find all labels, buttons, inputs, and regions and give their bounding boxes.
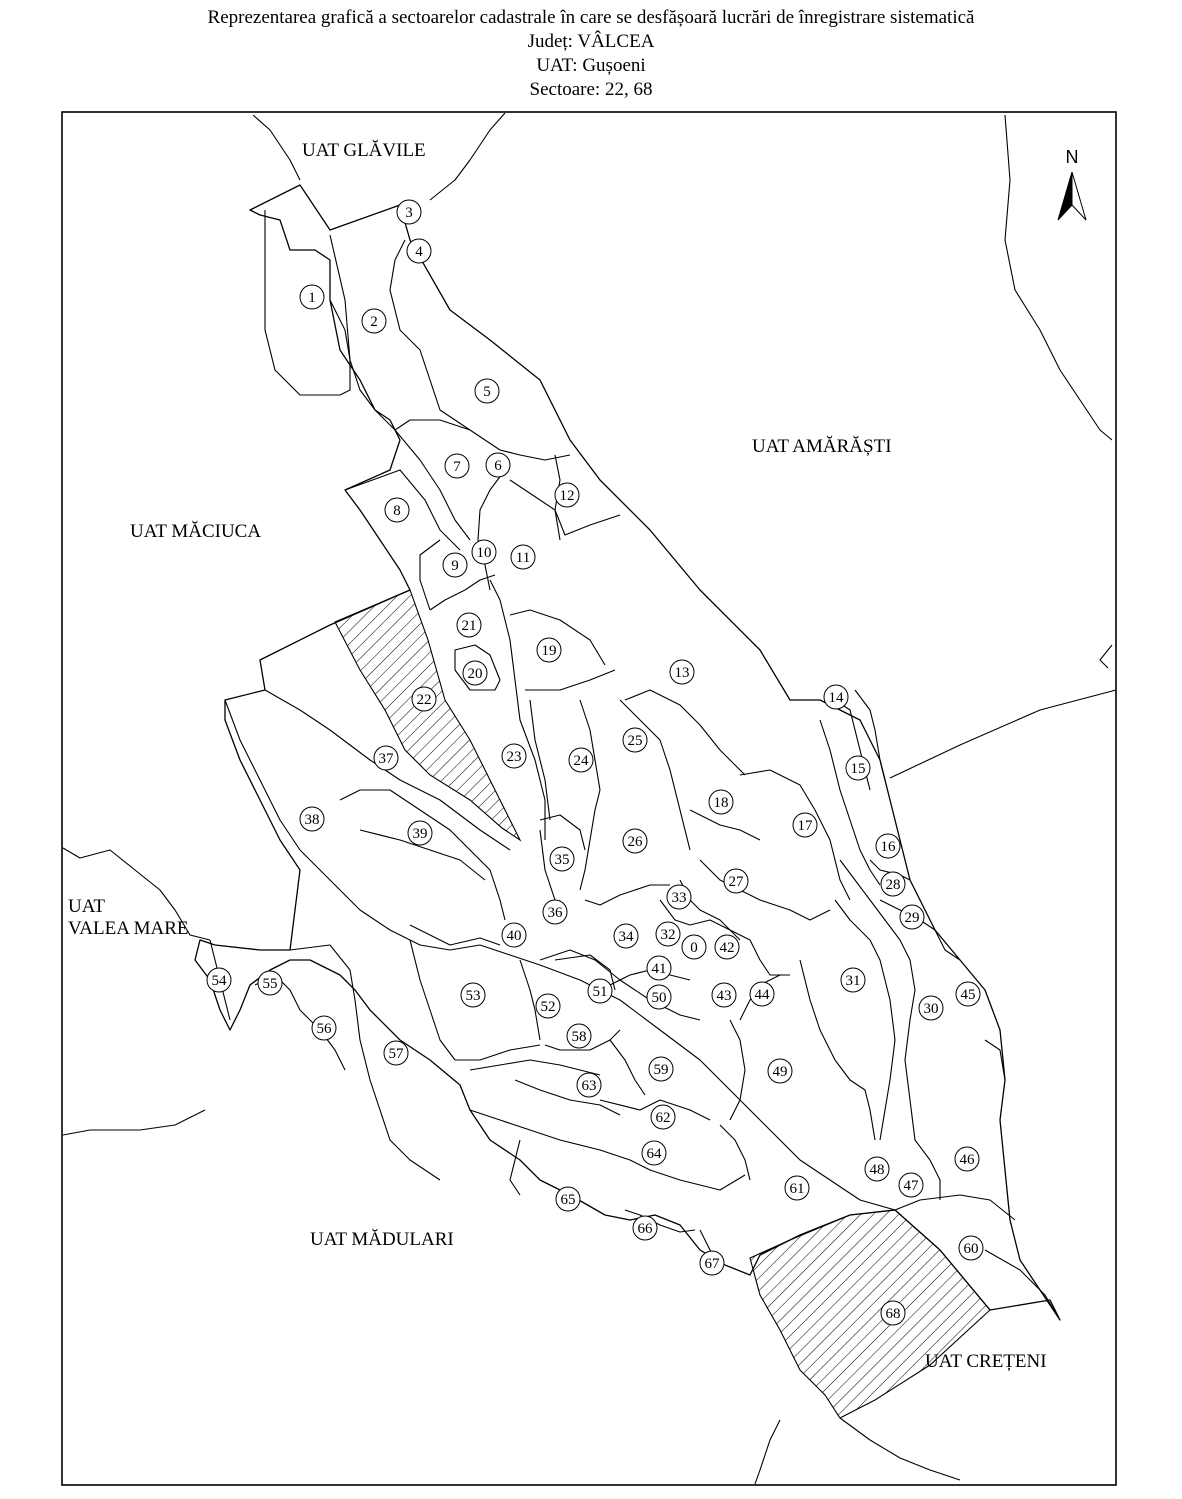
- sector-marker-32[interactable]: [656, 922, 680, 946]
- sector-marker-7[interactable]: [445, 454, 469, 478]
- sector-number-label: 42: [719, 940, 735, 956]
- sector-number-label: 7: [453, 459, 461, 475]
- neighbor-uat-label-creteni: UAT CREȚENI: [925, 1351, 1047, 1372]
- sector-number-label: 46: [959, 1152, 975, 1168]
- neighbor-uat-label-maciuca: UAT MĂCIUCA: [130, 521, 262, 542]
- sector-marker-60[interactable]: [959, 1236, 983, 1260]
- sector-number-label: 34: [618, 929, 634, 945]
- sector-number-label: 53: [465, 988, 481, 1004]
- sector-number-label: 35: [554, 852, 570, 868]
- sector-marker-12[interactable]: [555, 483, 579, 507]
- sector-marker-8[interactable]: [385, 498, 409, 522]
- sector-number-label: 55: [262, 976, 278, 992]
- sector-marker-39[interactable]: [408, 821, 432, 845]
- sector-marker-34[interactable]: [614, 924, 638, 948]
- sector-number-label: 39: [412, 826, 428, 842]
- neighbor-uat-label-madulari: UAT MĂDULARI: [310, 1229, 454, 1250]
- sector-marker-68[interactable]: [881, 1301, 905, 1325]
- sector-number-label: 38: [304, 812, 320, 828]
- sector-marker-66[interactable]: [633, 1216, 657, 1240]
- sector-marker-55[interactable]: [258, 971, 282, 995]
- sector-number-label: 37: [378, 751, 394, 767]
- sector-marker-63[interactable]: [577, 1073, 601, 1097]
- sector-number-label: 17: [797, 818, 813, 834]
- sector-number-label: 52: [540, 999, 556, 1015]
- north-arrow-icon: [1058, 147, 1086, 220]
- sector-marker-10[interactable]: [472, 540, 496, 564]
- sector-marker-24[interactable]: [569, 748, 593, 772]
- sector-marker-64[interactable]: [642, 1141, 666, 1165]
- sector-marker-31[interactable]: [841, 968, 865, 992]
- sector-marker-52[interactable]: [536, 994, 560, 1018]
- sector-marker-14[interactable]: [824, 685, 848, 709]
- sector-marker-20[interactable]: [463, 661, 487, 685]
- neighbor-uat-label-valea-mare: VALEA MARE: [68, 918, 189, 939]
- sector-marker-5[interactable]: [475, 379, 499, 403]
- sector-number-label: 9: [451, 558, 459, 574]
- sector-number-label: 8: [393, 503, 401, 519]
- sector-number-label: 1: [308, 290, 316, 306]
- sector-marker-13[interactable]: [670, 660, 694, 684]
- sector-marker-11[interactable]: [511, 545, 535, 569]
- svg-text:N: N: [1065, 147, 1079, 167]
- sector-marker-49[interactable]: [768, 1059, 792, 1083]
- sector-marker-56[interactable]: [312, 1016, 336, 1040]
- sector-marker-9[interactable]: [443, 553, 467, 577]
- sector-number-label: 62: [655, 1110, 671, 1126]
- sector-number-label: 27: [728, 874, 744, 890]
- sector-number-label: 22: [416, 692, 432, 708]
- sector-marker-53[interactable]: [461, 983, 485, 1007]
- sector-marker-2[interactable]: [362, 309, 386, 333]
- sector-number-label: 29: [904, 910, 920, 926]
- sector-marker-25[interactable]: [623, 728, 647, 752]
- sector-marker-15[interactable]: [846, 756, 870, 780]
- sector-number-label: 20: [467, 666, 483, 682]
- sector-marker-41[interactable]: [647, 956, 671, 980]
- sector-marker-61[interactable]: [785, 1176, 809, 1200]
- sector-marker-18[interactable]: [709, 790, 733, 814]
- sector-number-label: 57: [388, 1046, 404, 1062]
- sector-number-label: 47: [903, 1178, 919, 1194]
- sector-68-area[interactable]: [750, 1210, 990, 1418]
- sector-marker-45[interactable]: [956, 982, 980, 1006]
- sector-number-label: 45: [960, 987, 976, 1003]
- sector-marker-19[interactable]: [537, 638, 561, 662]
- sector-marker-62[interactable]: [651, 1105, 675, 1129]
- sector-marker-0[interactable]: [682, 935, 706, 959]
- sector-number-label: 33: [671, 890, 687, 906]
- sector-number-label: 43: [716, 988, 732, 1004]
- sector-number-label: 15: [850, 761, 866, 777]
- sector-number-label: 67: [704, 1256, 720, 1272]
- sector-boundaries: [210, 210, 1015, 1265]
- sector-number-label: 56: [316, 1021, 332, 1037]
- sector-marker-57[interactable]: [384, 1041, 408, 1065]
- sector-marker-54[interactable]: [207, 968, 231, 992]
- neighbor-uat-label-valea-mare: UAT: [68, 896, 105, 917]
- sector-marker-51[interactable]: [588, 979, 612, 1003]
- sector-number-label: 6: [494, 458, 502, 474]
- sector-number-label: 50: [651, 990, 667, 1006]
- sector-number-label: 66: [637, 1221, 653, 1237]
- map-title: Reprezentarea grafică a sectoarelor cadastrale în care se desfășoară lucrări de înregistrare sistematică: [207, 7, 975, 28]
- sector-number-label: 44: [754, 987, 770, 1003]
- sector-marker-40[interactable]: [502, 923, 526, 947]
- sector-marker-50[interactable]: [647, 985, 671, 1009]
- sector-marker-48[interactable]: [865, 1157, 889, 1181]
- sector-marker-36[interactable]: [543, 900, 567, 924]
- uat-label: UAT: Gușoeni: [536, 55, 646, 76]
- sector-number-label: 51: [592, 984, 608, 1000]
- sector-marker-35[interactable]: [550, 847, 574, 871]
- sector-marker-29[interactable]: [900, 905, 924, 929]
- sector-number-label: 25: [627, 733, 643, 749]
- sector-number-label: 2: [370, 314, 378, 330]
- sector-number-label: 14: [828, 690, 844, 706]
- sector-marker-17[interactable]: [793, 813, 817, 837]
- sector-number-label: 63: [581, 1078, 597, 1094]
- sector-number-label: 40: [506, 928, 522, 944]
- sector-number-label: 54: [211, 973, 227, 989]
- sector-number-label: 65: [560, 1192, 576, 1208]
- sector-number-label: 0: [690, 940, 698, 956]
- sector-number-label: 10: [476, 545, 492, 561]
- sector-marker-65[interactable]: [556, 1187, 580, 1211]
- sector-marker-16[interactable]: [876, 834, 900, 858]
- neighbor-uat-label-amarasti: UAT AMĂRĂȘTI: [752, 436, 892, 457]
- sector-number-label: 23: [506, 749, 522, 765]
- sector-marker-38[interactable]: [300, 807, 324, 831]
- sector-number-label: 11: [515, 550, 531, 566]
- sector-marker-43[interactable]: [712, 983, 736, 1007]
- sector-marker-67[interactable]: [700, 1251, 724, 1275]
- sector-marker-27[interactable]: [724, 869, 748, 893]
- sector-number-label: 32: [660, 927, 676, 943]
- sector-number-label: 59: [653, 1062, 669, 1078]
- sector-number-label: 28: [885, 877, 901, 893]
- sector-number-label: 64: [646, 1146, 662, 1162]
- sector-number-label: 61: [789, 1181, 805, 1197]
- sectors-label: Sectoare: 22, 68: [529, 79, 653, 100]
- sector-number-label: 18: [713, 795, 729, 811]
- sector-marker-47[interactable]: [899, 1173, 923, 1197]
- sector-number-label: 16: [880, 839, 896, 855]
- sector-number-label: 21: [461, 618, 477, 634]
- sector-number-label: 13: [674, 665, 690, 681]
- sector-marker-59[interactable]: [649, 1057, 673, 1081]
- sector-marker-4[interactable]: [407, 239, 431, 263]
- sector-number-label: 3: [405, 205, 413, 221]
- sector-marker-42[interactable]: [715, 935, 739, 959]
- sector-number-label: 36: [547, 905, 563, 921]
- sector-number-label: 60: [963, 1241, 979, 1257]
- sector-marker-26[interactable]: [623, 829, 647, 853]
- county-label: Județ: VÂLCEA: [527, 31, 655, 52]
- sector-number-label: 19: [541, 643, 557, 659]
- sector-marker-37[interactable]: [374, 746, 398, 770]
- sector-marker-23[interactable]: [502, 744, 526, 768]
- sector-number-label: 24: [573, 753, 589, 769]
- sector-marker-33[interactable]: [667, 885, 691, 909]
- sector-22-area[interactable]: [335, 590, 520, 840]
- sector-marker-28[interactable]: [881, 872, 905, 896]
- sector-marker-30[interactable]: [919, 996, 943, 1020]
- sector-number-label: 48: [869, 1162, 885, 1178]
- sector-marker-22[interactable]: [412, 687, 436, 711]
- sector-marker-46[interactable]: [955, 1147, 979, 1171]
- sector-number-label: 58: [571, 1029, 587, 1045]
- uat-outer-boundary: [195, 185, 1060, 1320]
- sector-number-label: 31: [845, 973, 861, 989]
- sector-number-label: 4: [415, 244, 423, 260]
- sector-number-label: 68: [885, 1306, 901, 1322]
- sector-number-label: 30: [923, 1001, 939, 1017]
- sector-marker-21[interactable]: [457, 613, 481, 637]
- sector-number-label: 26: [627, 834, 643, 850]
- sector-marker-6[interactable]: [486, 453, 510, 477]
- sector-number-label: 12: [559, 488, 575, 504]
- neighbor-uat-label-glavile: UAT GLĂVILE: [302, 140, 426, 161]
- sector-marker-1[interactable]: [300, 285, 324, 309]
- sector-number-label: 41: [651, 961, 667, 977]
- sector-number-label: 49: [772, 1064, 788, 1080]
- sector-marker-44[interactable]: [750, 982, 774, 1006]
- sector-number-label: 5: [483, 384, 491, 400]
- sector-marker-3[interactable]: [397, 200, 421, 224]
- sector-marker-58[interactable]: [567, 1024, 591, 1048]
